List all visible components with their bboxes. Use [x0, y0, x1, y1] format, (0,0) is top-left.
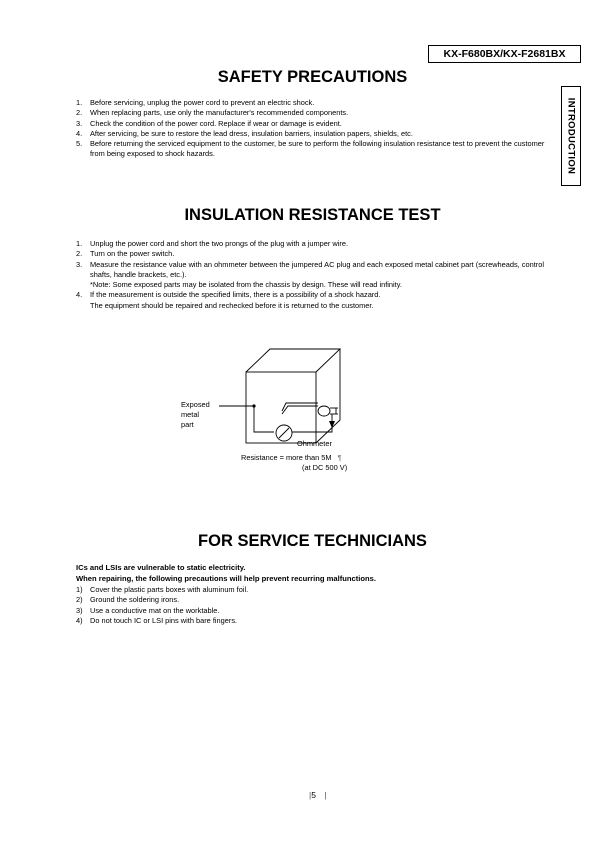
plug-body	[318, 406, 330, 416]
esd-warning-line1: ICs and LSIs are vulnerable to static electricity.	[76, 563, 246, 572]
list-item: 3. Measure the resistance value with an ohmmeter between the jumpered AC plug and each exposed metal cabinet part (screwheads, control shafts, handle brackets, etc.). *Note: Some exposed parts may be isolated from the chassis by design. These will read infinity.	[76, 259, 544, 290]
safety-precautions-title: SAFETY PRECAUTIONS	[217, 68, 408, 86]
side-tab-label: INTRODUCTION	[565, 97, 577, 175]
esd-warning	[76, 563, 556, 584]
insulation-test-title: INSULATION RESISTANCE TEST	[184, 206, 441, 224]
esd-warning-line2: When repairing, the following precautions will help prevent recurring malfunctions.	[76, 573, 376, 583]
list-item: 4. If the measurement is outside the specified limits, there is a possibility of a shock hazard. The equipment should be repaired and rechecked before it is returned to the customer.	[76, 290, 381, 310]
list-item: 3) Use a conductive mat on the worktable.	[76, 605, 220, 615]
service-technicians-title: FOR SERVICE TECHNICIANS	[198, 532, 427, 550]
test-condition-label: (at DC 500 V)	[302, 463, 348, 472]
list-item: 2. When replacing parts, use only the manufacturer's recommended components.	[76, 108, 349, 118]
note-text: *Note: Some exposed parts may be isolated from the chassis by design. These will read infinity.	[90, 280, 402, 290]
ohmmeter-label: Ohmmeter	[297, 439, 332, 448]
cabinet-box-top	[246, 349, 340, 372]
list-item: 2. Turn on the power switch.	[76, 249, 175, 259]
list-item: 1) Cover the plastic parts boxes with aluminum foil.	[76, 585, 249, 594]
list-item: 2) Ground the soldering irons.	[76, 595, 180, 605]
section-side-tab	[561, 86, 581, 186]
safety-list	[76, 98, 546, 160]
list-item: 1. Before servicing, unplug the power cord to prevent an electric shock.	[76, 98, 315, 107]
wire-right	[292, 421, 332, 432]
technician-precautions-list	[76, 585, 556, 626]
wire-left	[254, 406, 274, 432]
power-cord	[282, 406, 318, 414]
exposed-metal-part-label: Exposed metal part	[181, 400, 210, 429]
ohmmeter-needle	[279, 428, 289, 438]
ohm-symbol: ¶	[337, 453, 342, 462]
cabinet-box-side	[316, 349, 340, 443]
list-item: 1. Unplug the power cord and short the two prongs of the plug with a jumper wire.	[76, 239, 348, 248]
resistance-label: Resistance = more than 5M ¶	[241, 453, 342, 462]
list-item: 4. After servicing, be sure to restore the lead dress, insulation barriers, insulation papers, shields, etc.	[76, 128, 413, 138]
probe-contact-dot	[252, 404, 255, 407]
list-item: 4) Do not touch IC or LSI pins with bare fingers.	[76, 615, 238, 625]
probe-tip	[329, 421, 335, 428]
insulation-list	[76, 239, 566, 311]
list-item: 3. Check the condition of the power cord. Replace if wear or damage is evident.	[76, 118, 342, 128]
page-number: |5 |	[309, 790, 327, 800]
model-number-box: KX-F680BX/KX-F2681BX	[428, 45, 581, 63]
note-text: The equipment should be repaired and rechecked before it is returned to the customer.	[90, 300, 374, 310]
list-item: 5. Before returning the serviced equipment to the customer, be sure to perform the following insulation resistance test to prevent the customer from being exposed to shock hazards.	[76, 139, 545, 159]
